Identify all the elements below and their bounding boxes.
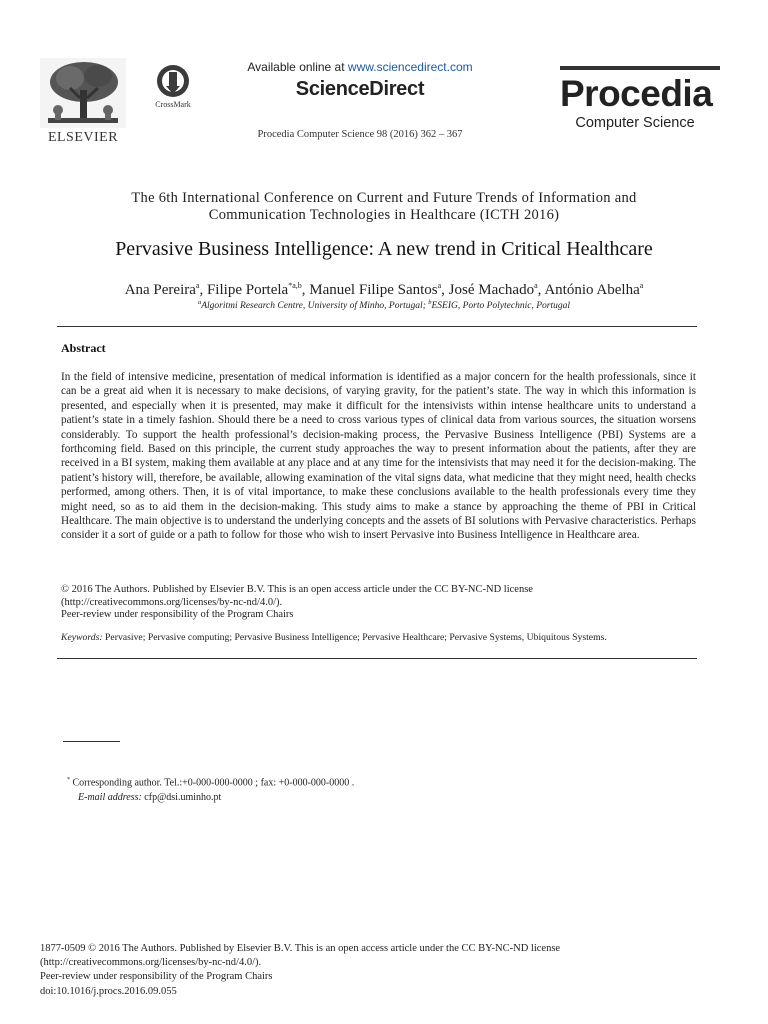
affiliation-a: Algoritmi Research Centre, University of Minho, Portugal; [201,301,429,312]
license-link[interactable]: (http://creativecommons.org/licenses/by-nc-nd/4.0/). [61,596,283,608]
journal-reference: Procedia Computer Science 98 (2016) 362 – 367 [257,129,463,140]
publisher-name: ELSEVIER [47,130,119,145]
author-affiliation-mark: a [437,281,442,290]
footnote-mark: * [67,777,70,783]
brand-rule [560,66,720,70]
author-affiliation-mark: a [195,281,200,290]
author-affiliation-mark: *a,b [288,281,302,290]
doi[interactable]: doi:10.1016/j.procs.2016.09.055 [40,985,177,997]
author-list: Ana Pereira$^a$, Filipe Portela$^{*a,b}$, Manuel Filipe Santos$^a$, José Machado$^a$, António Abelha$^a$ [124,281,644,298]
platform-name: ScienceDirect [295,78,425,100]
section-divider-bottom [57,658,697,659]
abstract-heading: Abstract [61,341,106,355]
affiliation-mark-a: a [197,299,202,306]
availability-line [200,60,520,74]
keywords [61,632,701,643]
conference-name [60,190,708,224]
issn-block [40,942,720,999]
author-name: Filipe Portela [206,282,289,298]
author-name: Manuel Filipe Santos [309,282,438,298]
issn-line: 1877-0509 © 2016 The Authors. Published by Elsevier B.V. This is an open access article under the CC BY-NC-ND license [40,943,561,954]
corresponding-text: Corresponding author. Tel.:+0-000-000-0000 ; fax: +0-000-000-0000 . [70,777,355,789]
conference-line-2: Communication Technologies in Healthcare (ICTH 2016) [208,207,560,223]
license-notice [61,584,701,622]
license-line-1: © 2016 The Authors. Published by Elsevier B.V. This is an open access article under the CC BY-NC-ND license [61,584,533,595]
affiliations [40,299,728,311]
procedia-brand [560,66,720,131]
affiliation-mark-b: b [428,299,432,306]
corresponding-author [67,773,354,791]
footnote [67,773,354,805]
email-line [67,791,354,806]
issn-peer-review: Peer-review under responsibility of the Program Chairs [40,971,273,983]
conference-line-1: The 6th International Conference on Current and Future Trends of Information and [131,190,637,206]
brand-subtitle: Computer Science [575,115,695,131]
section-divider-top [57,326,697,327]
issn-license-link[interactable]: (http://creativecommons.org/licenses/by-nc-nd/4.0/). [40,957,262,969]
journal-header [200,60,520,140]
footnote-divider [63,741,120,742]
paper-title: Pervasive Business Intelligence: A new trend in Critical Healthcare [115,238,653,260]
crossmark-icon [156,64,190,98]
abstract-body: In the field of intensive medicine, presentation of medical information is identified as a major concern for the health professionals, since it can be a great aid when it is necessary to make decisions, of varying gravity, for the patient’s state. The way in which this information is presented, and especially when it is presented, may make it difficult for the intensivists within intense healthcare units to understand a patient’s state in a timely fashion. Should there be a need to cross various types of clinical data from various sources, the situation worsens considerably. To support the health professional’s decision-making process, the Pervasive Business Intelligence (PBI) Systems are a forthcoming field. Based on this principle, the current study approaches the way to present information about the patients, after they are received in a BI system, making them available at any place and at any time for the intensivists that may need it for the decision-making. The patient’s history will, therefore, be available, allowing examination of the vital signs data, what medicine that they might need, health checks performed, among others. Then, it is of vital importance, to make these conclusions available to the health professionals every time they might need, so as to aid them in the decision-making. This study aims to make a stance by approaching the theme of PBI in Critical Healthcare. The main objective is to understand the underlying concepts and the assets of BI solutions with Pervasive characteristics. Perhaps consider it a sort of guide or a path to follow for those who wish to insert Pervasive into Business Intelligence in Healthcare area. [61,371,696,542]
author-affiliation-mark: a [639,281,644,290]
author-affiliation-mark: a [534,281,538,290]
available-prefix: Available online at [247,60,348,74]
elsevier-logo [40,58,126,148]
brand-title: Procedia [560,73,713,114]
crossmark-badge[interactable] [148,64,198,110]
peer-review-note: Peer-review under responsibility of the Program Chairs [61,609,294,621]
crossmark-label: CrossMark [155,100,191,109]
keywords-label: Keywords: [61,632,103,643]
elsevier-tree-icon [40,58,126,128]
sciencedirect-link[interactable]: www.sciencedirect.com [347,60,473,74]
affiliation-b: ESEIG, Porto Polytechnic, Portugal [431,301,570,312]
email-label: E-mail address: [78,791,142,803]
keywords-text: Pervasive; Pervasive computing; Pervasive Business Intelligence; Pervasive Healthcare; Pervasive Systems, Ubiquitous Systems. [102,632,607,643]
email-address[interactable]: cfp@dsi.uminho.pt [141,791,222,803]
author-name: José Machado [448,282,535,298]
author-name: Ana Pereira [124,282,196,298]
author-name: António Abelha [544,282,640,298]
